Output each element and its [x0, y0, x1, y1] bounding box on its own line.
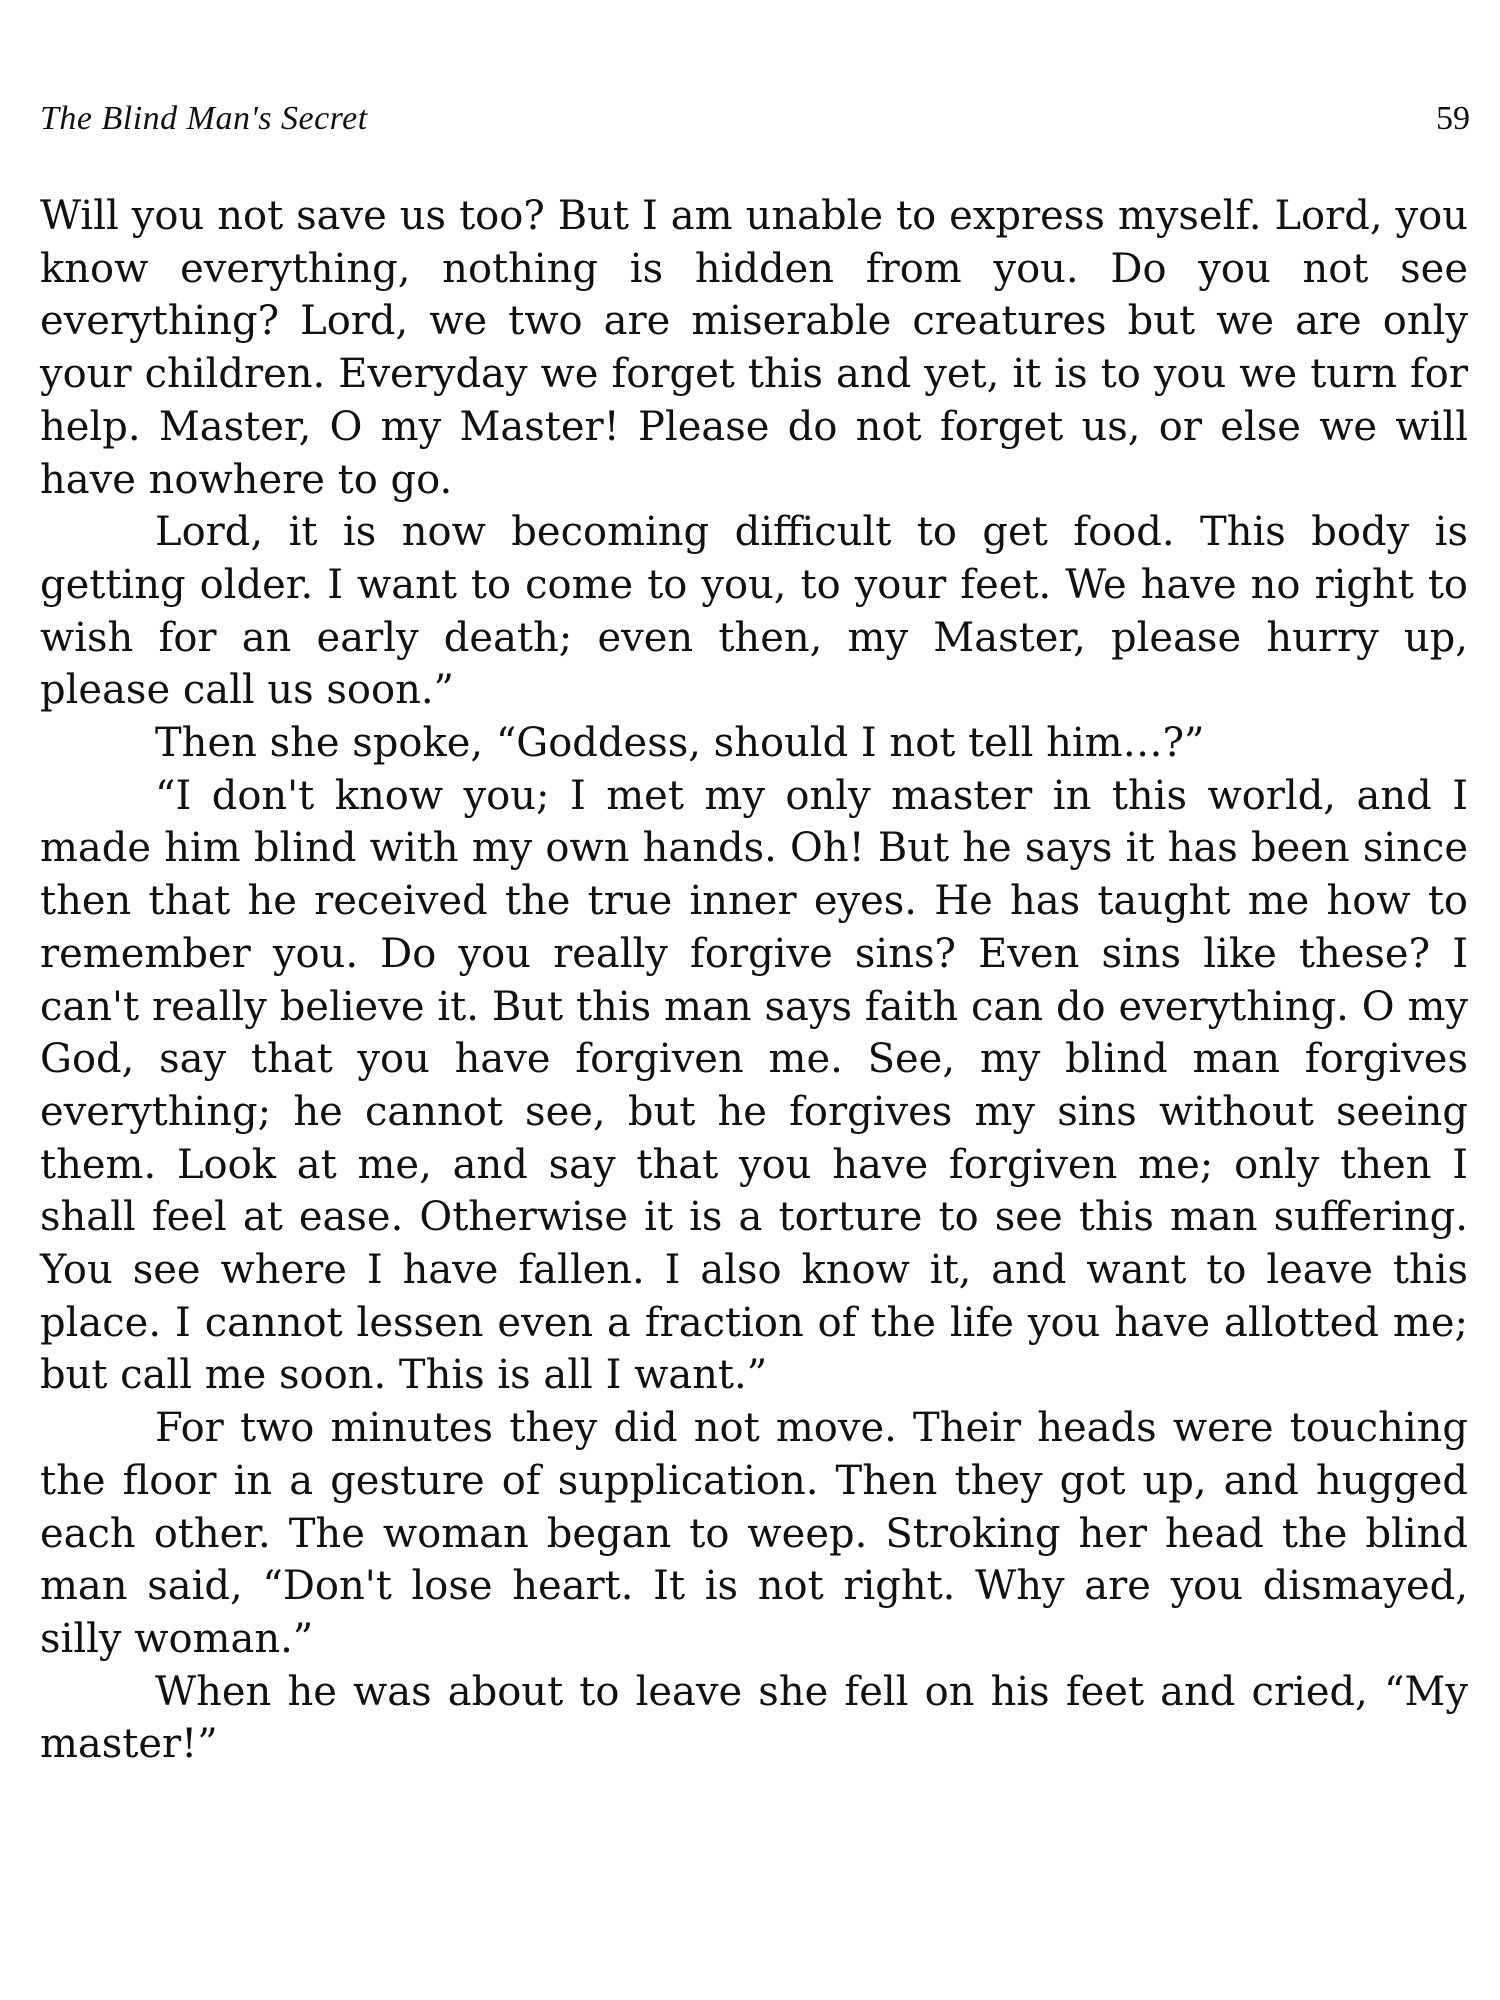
paragraph-5: For two minutes they did not move. Their heads were touching the floor in a gesture of supplication. Then they got up, and hugged each other. The woman began to weep. Stroking her head the blind man said, “Don't lose heart. It is not right. Why are you dismayed, silly woman.” — [40, 1405, 1468, 1662]
paragraph-6: When he was about to leave she fell on his feet and cried, “My master!” — [40, 1668, 1468, 1768]
paragraph-3: Then she spoke, “Goddess, should I not tell him…?” — [155, 720, 1205, 767]
paragraph-1: Will you not save us too? But I am unable to express myself. Lord, you know everything, nothing is hidden from you. Do you not see everything? Lord, we two are miserable creatures but we are only your children. Everyday we forget this and yet, it is to you we turn for help. Master, O my Master! Please do not forget us, or else we will have nowhere to go. — [40, 193, 1468, 503]
running-header — [40, 100, 1470, 140]
page-number: 59 — [1436, 100, 1470, 137]
body-text — [40, 190, 1468, 1771]
book-title: The Blind Man's Secret — [40, 100, 368, 137]
paragraph-2: Lord, it is now becoming difficult to get food. This body is getting older. I want to come to you, to your feet. We have no right to wish for an early death; even then, my Master, please hurry up, please call us soon.” — [40, 509, 1468, 714]
paragraph-4: “I don't know you; I met my only master in this world, and I made him blind with my own hands. Oh! But he says it has been since then that he received the true inner eyes. He has taught me how to remember you. Do you really forgive sins? Even sins like these? I can't really believe it. But this man says faith can do everything. O my God, say that you have forgiven me. See, my blind man forgives everything; he cannot see, but he forgives my sins without seeing them. Look at me, and say that you have forgiven me; only then I shall feel at ease. Otherwise it is a torture to see this man suffering. You see where I have fallen. I also know it, and want to leave this place. I cannot lessen even a fraction of the life you have allotted me; but call me soon. This is all I want.” — [40, 772, 1468, 1399]
